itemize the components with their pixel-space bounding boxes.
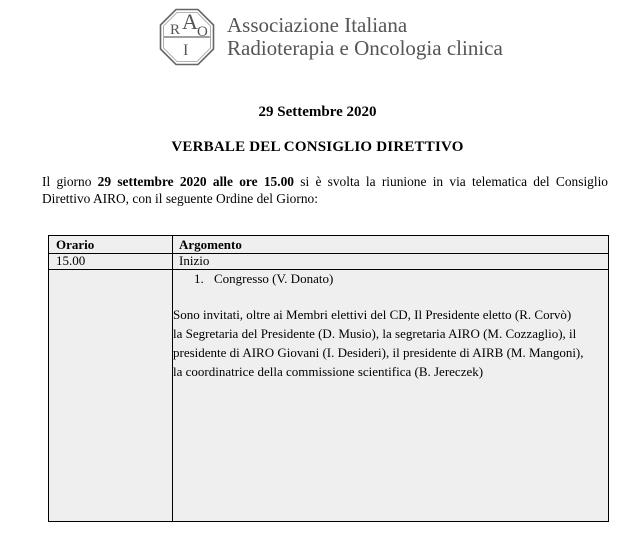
intro-date-time: 29 settembre 2020 alle ore 15.00 xyxy=(97,174,294,189)
org-name-line2: Radioterapia e Oncologia clinica xyxy=(227,36,503,60)
note-line: presidente di AIRO Giovani (I. Desideri), il presidente di AIRB (M. Mangoni), xyxy=(173,345,584,360)
header-topic: Argomento xyxy=(179,237,242,252)
date-title: 29 Settembre 2020 xyxy=(258,104,377,120)
intro-text-start: Il giorno xyxy=(42,174,98,189)
airo-octagon-logo-icon xyxy=(159,8,215,66)
row-topic: Inizio xyxy=(179,253,210,268)
agenda-item-text: Congresso (V. Donato) xyxy=(214,271,334,286)
row-divider xyxy=(49,269,608,270)
intro-text-end: si è svolta la riunione in via telematica del Consiglio Direttivo AIRO, con il seguente Ordine del Giorno: xyxy=(42,174,608,206)
note-line: la coordinatrice della commissione scientifica (B. Jereczek) xyxy=(173,364,484,379)
note-line: Sono invitati, oltre ai Membri elettivi del CD, Il Presidente eletto (R. Corvò) xyxy=(173,307,572,322)
logo-letter-a: A xyxy=(182,9,198,34)
organization-name xyxy=(227,14,503,60)
logo-letter-r: R xyxy=(170,22,181,38)
agenda-item-number: 1. xyxy=(194,271,204,286)
intro-paragraph xyxy=(42,173,608,207)
row-time: 15.00 xyxy=(56,253,86,268)
header-time: Orario xyxy=(56,237,95,252)
invitees-note xyxy=(173,305,609,381)
document-title: VERBALE DEL CONSIGLIO DIRETTIVO xyxy=(171,139,464,155)
org-name-line1: Associazione Italiana xyxy=(227,13,408,37)
logo-letter-o: O xyxy=(197,24,208,40)
note-line: la Segretaria del Presidente (D. Musio), la segretaria AIRO (M. Cozzaglio), il xyxy=(173,326,577,341)
logo-letter-i: I xyxy=(183,42,189,59)
agenda-item xyxy=(194,271,333,287)
header-row-divider xyxy=(49,253,608,254)
agenda-table xyxy=(48,235,609,522)
